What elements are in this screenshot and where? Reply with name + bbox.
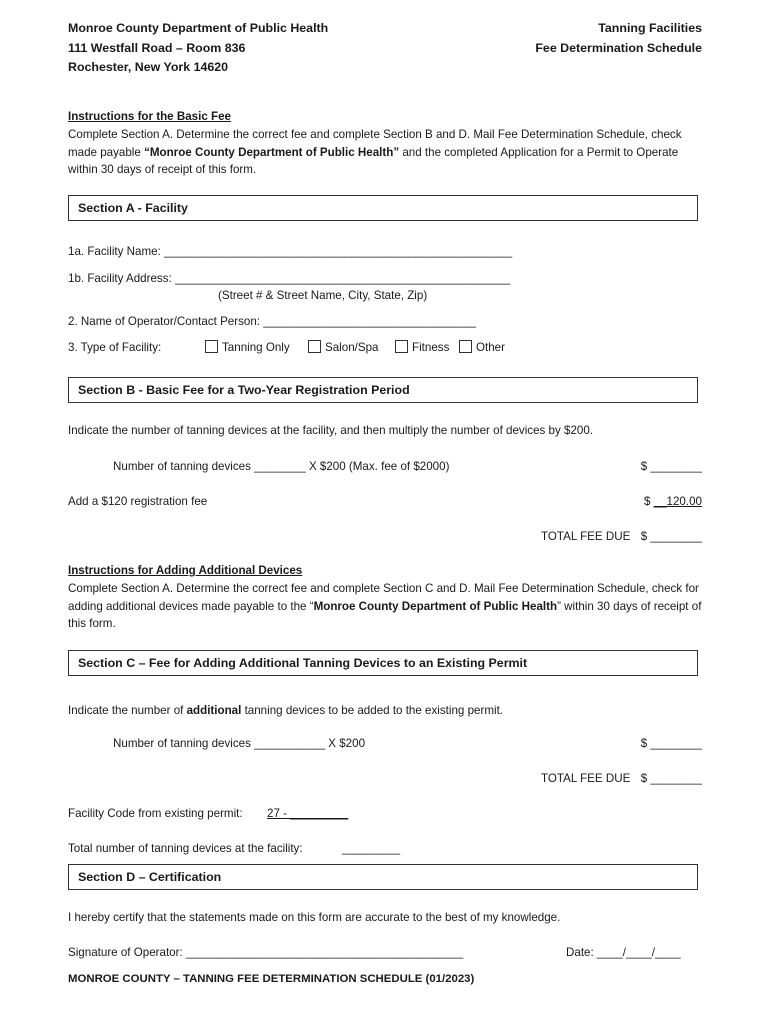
section-b-intro: Indicate the number of tanning devices at the facility, and then multiply the number of devices by $200.: [68, 424, 594, 437]
checkbox-icon[interactable]: [459, 340, 472, 353]
facility-code-label: Facility Code from existing permit:: [68, 807, 243, 820]
operator-field[interactable]: 2. Name of Operator/Contact Person: _________________________________: [68, 315, 477, 328]
section-c-intro: [68, 702, 503, 719]
section-b-devices-field[interactable]: Number of tanning devices ________ X $200 (Max. fee of $2000): [113, 460, 450, 473]
checkbox-icon[interactable]: [205, 340, 218, 353]
section-b-header: Section B - Basic Fee for a Two-Year Registration Period: [68, 377, 698, 403]
section-b-devices-amount[interactable]: $ ________: [640, 460, 702, 473]
section-c-header: Section C – Fee for Adding Additional Tanning Devices to an Existing Permit: [68, 650, 698, 676]
section-b-total-label: TOTAL FEE DUE: [541, 530, 631, 543]
type-other-label: Other: [476, 341, 505, 354]
signature-field[interactable]: Signature of Operator: ___________________________________________: [68, 946, 464, 959]
type-fitness-label: Fitness: [412, 341, 450, 354]
type-fitness[interactable]: [395, 339, 449, 356]
type-tanning-only-label: Tanning Only: [222, 341, 290, 354]
type-salon-spa[interactable]: [308, 339, 379, 356]
org-city: Rochester, New York 14620: [68, 60, 229, 74]
basic-instructions-heading: Instructions for the Basic Fee: [68, 110, 231, 123]
additional-payee-name: Monroe County Department of Public Health: [313, 599, 558, 613]
registration-dollar-sign: $: [643, 495, 651, 508]
footer-text: MONROE COUNTY – TANNING FEE DETERMINATION SCHEDULE (01/2023): [68, 973, 475, 985]
payee-name: “Monroe County Department of Public Health”: [144, 145, 400, 159]
additional-instructions-heading: Instructions for Adding Additional Devices: [68, 564, 303, 577]
additional-instructions-text: [68, 580, 708, 633]
registration-fee-amount: [644, 493, 702, 510]
total-devices-field[interactable]: _________: [342, 842, 401, 855]
org-address: 111 Westfall Road – Room 836: [68, 41, 246, 55]
facility-type-label: 3. Type of Facility:: [68, 341, 162, 354]
additional-instructions-part2: ” within 30 days of receipt of this form.: [68, 599, 702, 630]
form-title: Tanning Facilities: [598, 21, 702, 35]
section-c-total-label: TOTAL FEE DUE: [541, 772, 631, 785]
type-salon-spa-label: Salon/Spa: [325, 341, 379, 354]
section-c-devices-amount[interactable]: $ ________: [640, 737, 702, 750]
form-subtitle: Fee Determination Schedule: [535, 41, 702, 55]
facility-address-field[interactable]: 1b. Facility Address: ____________________________________________________: [68, 272, 511, 285]
total-devices-label: Total number of tanning devices at the facility:: [68, 842, 303, 855]
org-name: Monroe County Department of Public Health: [68, 21, 329, 35]
registration-fee-label: Add a $120 registration fee: [68, 495, 208, 508]
address-hint: (Street # & Street Name, City, State, Zip): [218, 289, 428, 302]
basic-instructions-part2: and the completed Application for a Permit to Operate within 30 days of receipt of this form.: [68, 145, 679, 176]
checkbox-icon[interactable]: [395, 340, 408, 353]
certification-statement: I hereby certify that the statements made on this form are accurate to the best of my knowledge.: [68, 911, 561, 924]
basic-instructions-text: [68, 126, 708, 179]
additional-instructions-part1: Complete Section A. Determine the correct fee and complete Section C and D. Mail Fee Determination Schedule, check for adding additional devices made payable to the “: [68, 582, 699, 613]
checkbox-icon[interactable]: [308, 340, 321, 353]
section-c-intro-bold: additional: [186, 704, 242, 717]
section-c-intro-part1: Indicate the number of: [68, 704, 187, 717]
section-a-header: Section A - Facility: [68, 195, 698, 221]
type-other[interactable]: [459, 339, 505, 356]
section-c-total-amount[interactable]: $ ________: [640, 772, 702, 785]
type-tanning-only[interactable]: [205, 339, 290, 356]
facility-code-field[interactable]: 27 - _________: [267, 807, 349, 820]
date-field[interactable]: Date: ____/____/____: [566, 946, 681, 959]
section-c-intro-part2: tanning devices to be added to the existing permit.: [241, 704, 504, 717]
section-d-header: Section D – Certification: [68, 864, 698, 890]
registration-amount-value: __120.00: [653, 495, 702, 508]
facility-name-field[interactable]: 1a. Facility Name: ______________________________________________________: [68, 245, 513, 258]
section-b-total-amount[interactable]: $ ________: [640, 530, 702, 543]
basic-instructions-part1: Complete Section A. Determine the correct fee and complete Section B and D. Mail Fee Determination Schedule, check made payable: [68, 128, 682, 159]
section-c-devices-field[interactable]: Number of tanning devices ___________ X $200: [113, 737, 366, 750]
